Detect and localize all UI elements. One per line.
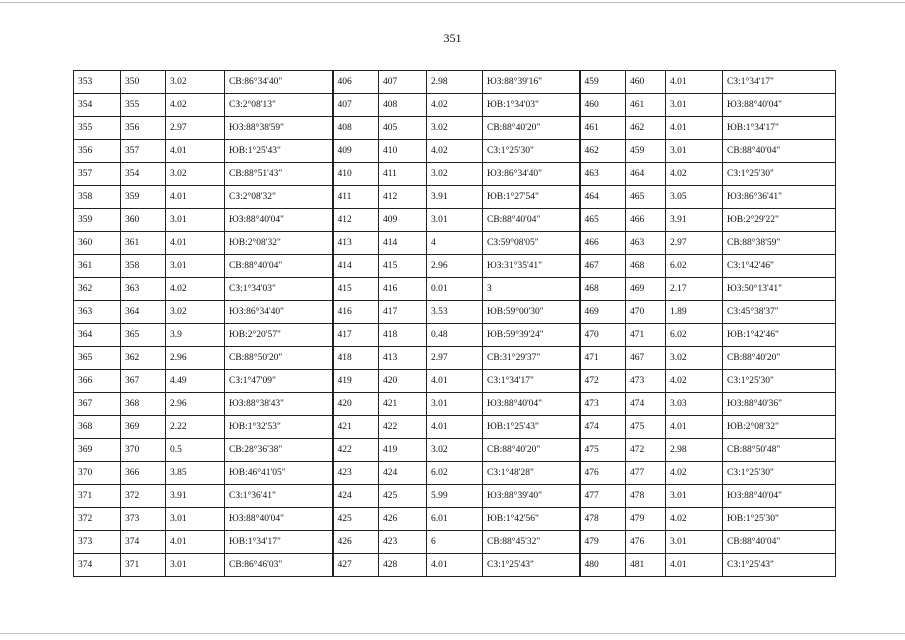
cell-distance: 4.01	[166, 232, 225, 255]
cell-point-from: 460	[580, 94, 626, 117]
table-row	[74, 531, 836, 554]
coordinates-table	[73, 70, 836, 577]
cell-point-from: 479	[580, 531, 626, 554]
cell-bearing: ЮВ:2°08'32"	[723, 416, 836, 439]
cell-point-from: 420	[333, 393, 379, 416]
cell-bearing: ЮВ:1°25'43"	[225, 140, 333, 163]
cell-bearing: СВ:88°40'04"	[723, 140, 836, 163]
cell-bearing: ЮВ:59°00'30"	[483, 301, 580, 324]
cell-point-from: 474	[580, 416, 626, 439]
cell-bearing: СЗ:1°48'28"	[483, 462, 580, 485]
cell-point-from: 415	[333, 278, 379, 301]
cell-point-from: 360	[74, 232, 121, 255]
cell-distance: 2.97	[427, 347, 483, 370]
cell-distance: 4.01	[427, 554, 483, 577]
cell-bearing: СЗ:45°38'37"	[723, 301, 836, 324]
cell-bearing: ЮЗ:31°35'41"	[483, 255, 580, 278]
cell-point-from: 356	[74, 140, 121, 163]
cell-distance: 5.99	[427, 485, 483, 508]
cell-point-to: 424	[379, 462, 427, 485]
cell-bearing: ЮЗ:88°40'04"	[723, 94, 836, 117]
table-row	[74, 554, 836, 577]
table-row	[74, 94, 836, 117]
cell-point-to: 467	[626, 347, 666, 370]
cell-point-from: 480	[580, 554, 626, 577]
cell-point-from: 369	[74, 439, 121, 462]
cell-distance: 4.02	[666, 163, 723, 186]
cell-distance: 3.01	[427, 393, 483, 416]
cell-bearing: ЮЗ:88°38'59"	[225, 117, 333, 140]
cell-point-from: 353	[74, 71, 121, 94]
cell-bearing: СЗ:1°25'30"	[723, 163, 836, 186]
cell-point-from: 412	[333, 209, 379, 232]
cell-distance: 3.01	[166, 554, 225, 577]
cell-point-from: 370	[74, 462, 121, 485]
cell-distance: 4.01	[166, 140, 225, 163]
table-row	[74, 186, 836, 209]
cell-point-from: 367	[74, 393, 121, 416]
cell-distance: 0.5	[166, 439, 225, 462]
table-row	[74, 347, 836, 370]
cell-point-to: 419	[379, 439, 427, 462]
cell-distance: 3.02	[666, 347, 723, 370]
cell-bearing: СВ:88°51'43"	[225, 163, 333, 186]
cell-point-from: 366	[74, 370, 121, 393]
cell-distance: 3.01	[166, 508, 225, 531]
cell-bearing: ЮЗ:88°40'36"	[723, 393, 836, 416]
table-row	[74, 140, 836, 163]
cell-point-to: 369	[121, 416, 166, 439]
cell-bearing: ЮВ:1°25'30"	[723, 508, 836, 531]
cell-point-from: 364	[74, 324, 121, 347]
cell-distance: 2.96	[166, 347, 225, 370]
cell-point-from: 467	[580, 255, 626, 278]
cell-point-to: 470	[626, 301, 666, 324]
cell-point-from: 410	[333, 163, 379, 186]
cell-point-from: 459	[580, 71, 626, 94]
cell-bearing: СВ:88°45'32"	[483, 531, 580, 554]
cell-bearing: ЮВ:2°20'57"	[225, 324, 333, 347]
cell-bearing: ЮВ:1°34'03"	[483, 94, 580, 117]
cell-point-from: 422	[333, 439, 379, 462]
cell-point-to: 364	[121, 301, 166, 324]
cell-point-to: 463	[626, 232, 666, 255]
cell-distance: 2.97	[166, 117, 225, 140]
cell-point-to: 374	[121, 531, 166, 554]
cell-point-from: 414	[333, 255, 379, 278]
table-row	[74, 117, 836, 140]
cell-point-to: 358	[121, 255, 166, 278]
cell-point-from: 408	[333, 117, 379, 140]
cell-bearing: ЮВ:2°29'22"	[723, 209, 836, 232]
table-row	[74, 301, 836, 324]
table-row	[74, 485, 836, 508]
cell-distance: 3.01	[166, 255, 225, 278]
cell-point-from: 409	[333, 140, 379, 163]
cell-distance: 4.02	[166, 94, 225, 117]
cell-point-to: 371	[121, 554, 166, 577]
cell-distance: 6.01	[427, 508, 483, 531]
cell-point-to: 411	[379, 163, 427, 186]
cell-point-from: 471	[580, 347, 626, 370]
cell-point-to: 366	[121, 462, 166, 485]
cell-bearing: ЮВ:1°34'17"	[225, 531, 333, 554]
cell-distance: 6.02	[666, 255, 723, 278]
cell-bearing: ЮЗ:88°38'43"	[225, 393, 333, 416]
cell-distance: 4.01	[166, 186, 225, 209]
cell-point-from: 466	[580, 232, 626, 255]
cell-bearing: СЗ:1°25'43"	[723, 554, 836, 577]
cell-distance: 4.02	[427, 140, 483, 163]
cell-distance: 3.01	[666, 531, 723, 554]
cell-point-to: 372	[121, 485, 166, 508]
cell-point-from: 354	[74, 94, 121, 117]
cell-point-to: 469	[626, 278, 666, 301]
table-row	[74, 324, 836, 347]
top-border-line	[0, 2, 905, 3]
cell-distance: 3.91	[666, 209, 723, 232]
cell-point-to: 422	[379, 416, 427, 439]
cell-distance: 3.05	[666, 186, 723, 209]
cell-bearing: СВ:88°40'04"	[225, 255, 333, 278]
cell-point-from: 427	[333, 554, 379, 577]
cell-point-to: 412	[379, 186, 427, 209]
cell-point-to: 474	[626, 393, 666, 416]
cell-bearing: ЮВ:1°34'17"	[723, 117, 836, 140]
cell-distance: 4.01	[166, 531, 225, 554]
cell-point-to: 409	[379, 209, 427, 232]
cell-bearing: СЗ:1°42'46"	[723, 255, 836, 278]
table-body	[74, 71, 836, 577]
cell-point-from: 464	[580, 186, 626, 209]
cell-bearing: ЮЗ:88°39'16"	[483, 71, 580, 94]
cell-bearing: СВ:88°50'20"	[225, 347, 333, 370]
cell-bearing: СВ:28°36'38"	[225, 439, 333, 462]
table-row	[74, 209, 836, 232]
cell-distance: 4.02	[666, 462, 723, 485]
cell-distance: 4	[427, 232, 483, 255]
cell-distance: 2.97	[666, 232, 723, 255]
cell-distance: 3.01	[666, 94, 723, 117]
cell-point-to: 350	[121, 71, 166, 94]
cell-point-from: 416	[333, 301, 379, 324]
cell-point-from: 463	[580, 163, 626, 186]
cell-distance: 2.96	[427, 255, 483, 278]
cell-point-from: 355	[74, 117, 121, 140]
cell-distance: 3.02	[427, 163, 483, 186]
cell-distance: 3.02	[166, 301, 225, 324]
cell-point-to: 416	[379, 278, 427, 301]
cell-point-to: 359	[121, 186, 166, 209]
cell-point-from: 411	[333, 186, 379, 209]
cell-point-from: 413	[333, 232, 379, 255]
cell-distance: 2.96	[166, 393, 225, 416]
cell-bearing: ЮЗ:88°39'40"	[483, 485, 580, 508]
cell-point-to: 357	[121, 140, 166, 163]
cell-bearing: ЮЗ:88°40'04"	[723, 485, 836, 508]
cell-distance: 2.17	[666, 278, 723, 301]
cell-bearing: СЗ:1°34'03"	[225, 278, 333, 301]
cell-point-from: 358	[74, 186, 121, 209]
cell-distance: 4.01	[666, 71, 723, 94]
cell-point-to: 355	[121, 94, 166, 117]
cell-point-from: 469	[580, 301, 626, 324]
cell-bearing: СВ:31°29'37"	[483, 347, 580, 370]
cell-bearing: СВ:88°40'20"	[723, 347, 836, 370]
cell-point-to: 468	[626, 255, 666, 278]
cell-distance: 3.53	[427, 301, 483, 324]
cell-point-to: 465	[626, 186, 666, 209]
cell-bearing: ЮВ:2°08'32"	[225, 232, 333, 255]
cell-distance: 3.91	[427, 186, 483, 209]
cell-point-to: 415	[379, 255, 427, 278]
cell-point-to: 462	[626, 117, 666, 140]
cell-distance: 4.02	[666, 508, 723, 531]
cell-point-to: 426	[379, 508, 427, 531]
cell-distance: 6.02	[666, 324, 723, 347]
cell-point-to: 423	[379, 531, 427, 554]
cell-bearing: СЗ:1°25'30"	[483, 140, 580, 163]
cell-point-to: 428	[379, 554, 427, 577]
cell-point-from: 426	[333, 531, 379, 554]
cell-point-to: 361	[121, 232, 166, 255]
cell-point-from: 470	[580, 324, 626, 347]
cell-bearing: СВ:88°40'20"	[483, 439, 580, 462]
cell-point-from: 361	[74, 255, 121, 278]
cell-distance: 3.02	[166, 71, 225, 94]
cell-bearing: ЮЗ:86°34'40"	[225, 301, 333, 324]
cell-point-from: 418	[333, 347, 379, 370]
cell-distance: 3.01	[166, 209, 225, 232]
cell-point-from: 476	[580, 462, 626, 485]
cell-distance: 3.01	[666, 485, 723, 508]
cell-point-to: 476	[626, 531, 666, 554]
cell-bearing: СЗ:1°25'30"	[723, 462, 836, 485]
cell-point-from: 357	[74, 163, 121, 186]
cell-bearing: СЗ:2°08'13"	[225, 94, 333, 117]
cell-point-to: 417	[379, 301, 427, 324]
cell-point-to: 408	[379, 94, 427, 117]
cell-point-from: 362	[74, 278, 121, 301]
cell-distance: 3.01	[666, 140, 723, 163]
cell-bearing: ЮВ:1°42'56"	[483, 508, 580, 531]
cell-point-to: 414	[379, 232, 427, 255]
cell-point-to: 356	[121, 117, 166, 140]
cell-point-to: 370	[121, 439, 166, 462]
cell-bearing: СЗ:1°47'09"	[225, 370, 333, 393]
cell-bearing: ЮВ:1°25'43"	[483, 416, 580, 439]
cell-point-to: 420	[379, 370, 427, 393]
cell-point-from: 462	[580, 140, 626, 163]
cell-point-to: 363	[121, 278, 166, 301]
cell-distance: 2.98	[666, 439, 723, 462]
cell-bearing: ЮЗ:50°13'41"	[723, 278, 836, 301]
cell-bearing: ЮВ:1°42'46"	[723, 324, 836, 347]
cell-point-from: 365	[74, 347, 121, 370]
cell-distance: 3.02	[166, 163, 225, 186]
cell-point-from: 478	[580, 508, 626, 531]
cell-bearing: ЮЗ:88°40'04"	[225, 508, 333, 531]
cell-distance: 4.01	[666, 117, 723, 140]
cell-bearing: ЮВ:1°32'53"	[225, 416, 333, 439]
cell-point-to: 405	[379, 117, 427, 140]
cell-bearing: СЗ:1°34'17"	[723, 71, 836, 94]
cell-point-from: 461	[580, 117, 626, 140]
cell-point-to: 464	[626, 163, 666, 186]
cell-point-to: 421	[379, 393, 427, 416]
cell-point-to: 354	[121, 163, 166, 186]
cell-point-to: 479	[626, 508, 666, 531]
cell-point-to: 481	[626, 554, 666, 577]
cell-point-from: 423	[333, 462, 379, 485]
cell-bearing: ЮЗ:88°40'04"	[483, 393, 580, 416]
cell-point-from: 359	[74, 209, 121, 232]
cell-point-from: 468	[580, 278, 626, 301]
cell-distance: 4.02	[166, 278, 225, 301]
cell-point-from: 407	[333, 94, 379, 117]
table-row	[74, 163, 836, 186]
cell-distance: 4.01	[427, 416, 483, 439]
cell-point-from: 372	[74, 508, 121, 531]
cell-distance: 3.02	[427, 439, 483, 462]
cell-distance: 4.01	[666, 416, 723, 439]
table-row	[74, 370, 836, 393]
cell-bearing: ЮВ:59°39'24"	[483, 324, 580, 347]
cell-distance: 4.02	[666, 370, 723, 393]
cell-distance: 0.48	[427, 324, 483, 347]
cell-point-from: 421	[333, 416, 379, 439]
cell-distance: 4.01	[427, 370, 483, 393]
cell-point-to: 475	[626, 416, 666, 439]
cell-bearing: СВ:86°34'40"	[225, 71, 333, 94]
table-row	[74, 439, 836, 462]
cell-point-from: 406	[333, 71, 379, 94]
cell-point-from: 417	[333, 324, 379, 347]
cell-bearing: СВ:88°40'04"	[483, 209, 580, 232]
cell-point-to: 413	[379, 347, 427, 370]
cell-bearing: СЗ:2°08'32"	[225, 186, 333, 209]
cell-point-to: 418	[379, 324, 427, 347]
cell-point-from: 371	[74, 485, 121, 508]
cell-bearing: СВ:88°50'48"	[723, 439, 836, 462]
cell-bearing: СЗ:1°34'17"	[483, 370, 580, 393]
cell-point-to: 461	[626, 94, 666, 117]
cell-distance: 2.22	[166, 416, 225, 439]
cell-point-to: 362	[121, 347, 166, 370]
cell-distance: 3.03	[666, 393, 723, 416]
table-row	[74, 71, 836, 94]
cell-distance: 4.02	[427, 94, 483, 117]
cell-point-from: 363	[74, 301, 121, 324]
page-number: 351	[443, 31, 462, 45]
cell-distance: 6.02	[427, 462, 483, 485]
cell-point-from: 477	[580, 485, 626, 508]
cell-point-to: 459	[626, 140, 666, 163]
cell-point-to: 365	[121, 324, 166, 347]
cell-bearing: СЗ:1°25'30"	[723, 370, 836, 393]
cell-distance: 0.01	[427, 278, 483, 301]
table-row	[74, 278, 836, 301]
cell-point-to: 471	[626, 324, 666, 347]
cell-bearing: ЮВ:1°27'54"	[483, 186, 580, 209]
cell-point-to: 407	[379, 71, 427, 94]
cell-distance: 3.02	[427, 117, 483, 140]
cell-bearing: СВ:88°40'20"	[483, 117, 580, 140]
table-row	[74, 255, 836, 278]
cell-point-from: 465	[580, 209, 626, 232]
cell-bearing: СЗ:59°08'05"	[483, 232, 580, 255]
cell-point-to: 425	[379, 485, 427, 508]
cell-point-to: 360	[121, 209, 166, 232]
cell-distance: 1.89	[666, 301, 723, 324]
cell-bearing: СВ:88°38'59"	[723, 232, 836, 255]
cell-bearing: З	[483, 278, 580, 301]
cell-point-to: 460	[626, 71, 666, 94]
cell-point-to: 367	[121, 370, 166, 393]
cell-bearing: СВ:86°46'03"	[225, 554, 333, 577]
cell-point-from: 472	[580, 370, 626, 393]
cell-point-from: 368	[74, 416, 121, 439]
cell-distance: 3.9	[166, 324, 225, 347]
cell-distance: 3.91	[166, 485, 225, 508]
cell-point-from: 374	[74, 554, 121, 577]
cell-distance: 2.98	[427, 71, 483, 94]
cell-point-to: 368	[121, 393, 166, 416]
cell-point-to: 373	[121, 508, 166, 531]
cell-bearing: ЮЗ:88°40'04"	[225, 209, 333, 232]
table-row	[74, 508, 836, 531]
cell-bearing: ЮЗ:86°36'41"	[723, 186, 836, 209]
cell-distance: 4.01	[666, 554, 723, 577]
cell-distance: 3.85	[166, 462, 225, 485]
cell-bearing: СВ:88°40'04"	[723, 531, 836, 554]
cell-point-from: 419	[333, 370, 379, 393]
table-row	[74, 393, 836, 416]
cell-point-from: 475	[580, 439, 626, 462]
cell-point-to: 478	[626, 485, 666, 508]
table-row	[74, 462, 836, 485]
cell-point-to: 410	[379, 140, 427, 163]
cell-distance: 3.01	[427, 209, 483, 232]
cell-point-to: 477	[626, 462, 666, 485]
cell-point-to: 472	[626, 439, 666, 462]
cell-bearing: ЮВ:46°41'05"	[225, 462, 333, 485]
cell-distance: 6	[427, 531, 483, 554]
cell-distance: 4.49	[166, 370, 225, 393]
cell-point-from: 473	[580, 393, 626, 416]
table-row	[74, 232, 836, 255]
cell-bearing: ЮЗ:86°34'40"	[483, 163, 580, 186]
cell-point-from: 373	[74, 531, 121, 554]
bottom-border-line	[0, 633, 905, 634]
cell-point-to: 473	[626, 370, 666, 393]
cell-point-to: 466	[626, 209, 666, 232]
cell-point-from: 425	[333, 508, 379, 531]
cell-bearing: СЗ:1°36'41"	[225, 485, 333, 508]
table-row	[74, 416, 836, 439]
cell-bearing: СЗ:1°25'43"	[483, 554, 580, 577]
cell-point-from: 424	[333, 485, 379, 508]
